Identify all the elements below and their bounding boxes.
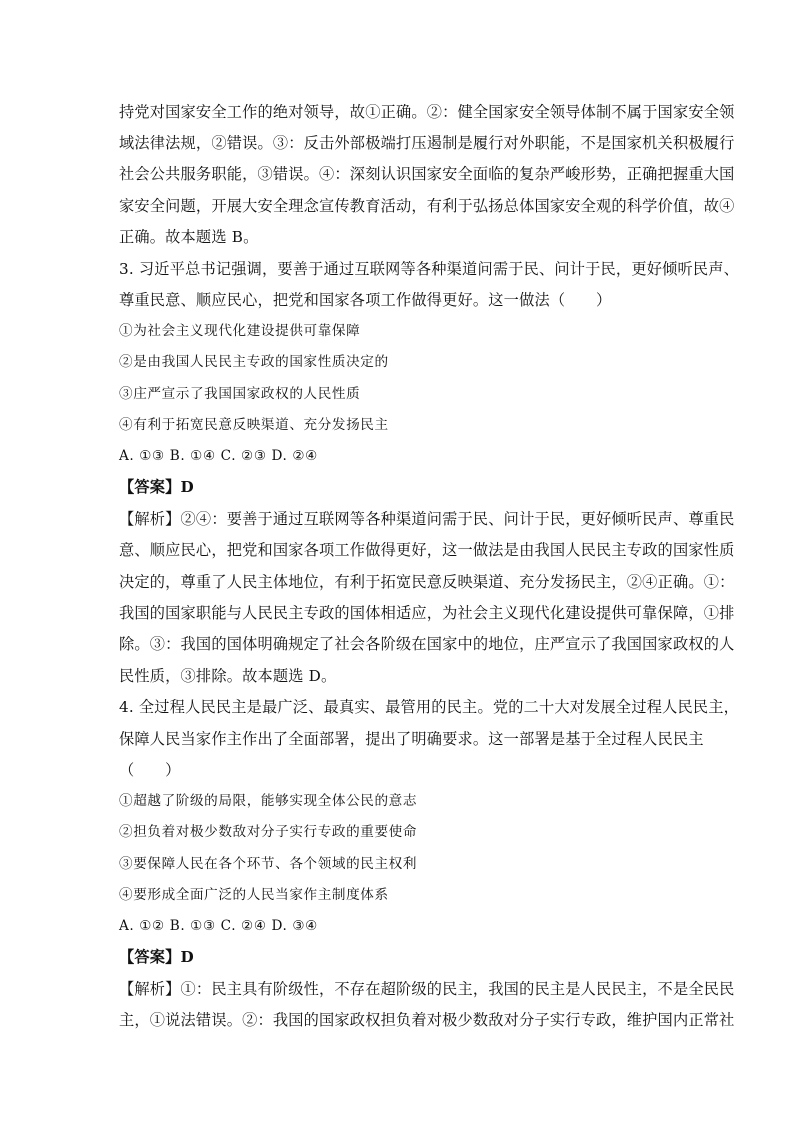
text-line: 持党对国家安全工作的绝对领导，故①正确。②：健全国家安全领导体制不属于国家安全领 — [119, 103, 735, 121]
question-3-option: ②是由我国人民民主专政的国家性质决定的 — [119, 354, 389, 370]
question-3-analysis: 【解析】②④：要善于通过互联网等各种渠道问需于民、问计于民，更好倾听民声、尊重民 — [119, 510, 735, 528]
question-3-option: ①为社会主义现代化建设提供可靠保障 — [119, 323, 361, 339]
text-line: 正确。故本题选 B。 — [119, 228, 259, 246]
question-4-option: ④要形成全面广泛的人民当家作主制度体系 — [119, 887, 389, 903]
question-3-option: ③庄严宣示了我国国家政权的人民性质 — [119, 386, 361, 402]
text-line: 域法律法规，②错误。③：反击外部极端打压遏制是履行对外职能，不是国家机关积极履行 — [119, 134, 735, 152]
question-4-analysis: 【解析】①：民主具有阶级性，不存在超阶级的民主，我国的民主是人民民主，不是全民民 — [119, 980, 735, 998]
question-3-stem: 尊重民意、顺应民心，把党和国家各项工作做得更好。这一做法（ ） — [119, 291, 612, 309]
question-3-analysis: 民性质，③排除。故本题选 D。 — [119, 667, 337, 685]
question-4-stem: （ ） — [119, 761, 181, 779]
question-4-answer: 【答案】D — [119, 948, 194, 966]
text-line: 家安全问题，开展大安全理念宣传教育活动，有利于弘扬总体国家安全观的科学价值，故④ — [119, 197, 735, 215]
question-3-analysis: 除。③：我国的国体明确规定了社会各阶级在国家中的地位，庄严宣示了我国国家政权的人 — [119, 635, 735, 653]
question-4-stem: 4. 全过程人民民主是最广泛、最真实、最管用的民主。党的二十大对发展全过程人民民主， — [119, 698, 740, 716]
question-4-option: ③要保障人民在各个环节、各个领域的民主权利 — [119, 856, 418, 872]
question-3-choices: A. ①③ B. ①④ C. ②③ D. ②④ — [119, 448, 318, 464]
question-3-analysis: 我国的国家职能与人民民主专政的国体相适应，为社会主义现代化建设提供可靠保障，①排 — [119, 604, 735, 622]
text-line: 社会公共服务职能，③错误。④：深刻认识国家安全面临的复杂严峻形势，正确把握重大国 — [119, 165, 735, 183]
question-3-analysis: 意、顺应民心，把党和国家各项工作做得更好，这一做法是由我国人民民主专政的国家性质 — [119, 541, 735, 559]
question-4-option: ①超越了阶级的局限，能够实现全体公民的意志 — [119, 793, 418, 809]
question-3-option: ④有利于拓宽民意反映渠道、充分发扬民主 — [119, 417, 389, 433]
question-3-stem: 3. 习近平总书记强调，要善于通过互联网等各种渠道问需于民、问计于民，更好倾听民声、 — [119, 260, 740, 278]
question-3-answer: 【答案】D — [119, 478, 194, 496]
question-3-analysis: 决定的，尊重了人民主体地位，有利于拓宽民意反映渠道、充分发扬民主，②④正确。①： — [119, 573, 735, 591]
question-4-analysis: 主，①说法错误。②：我国的国家政权担负着对极少数敌对分子实行专政，维护国内正常社 — [119, 1011, 735, 1029]
question-4-option: ②担负着对极少数敌对分子实行专政的重要使命 — [119, 824, 418, 840]
question-4-stem: 保障人民当家作主作出了全面部署，提出了明确要求。这一部署是基于全过程人民民主 — [119, 730, 704, 748]
question-4-choices: A. ①② B. ①③ C. ②④ D. ③④ — [119, 918, 318, 934]
